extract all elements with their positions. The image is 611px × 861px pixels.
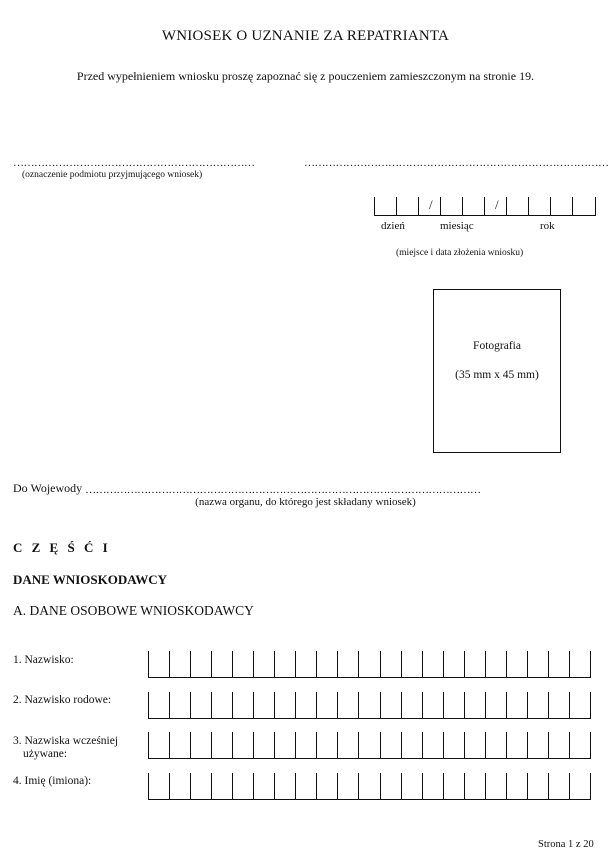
form-title: WNIOSEK O UZNANIE ZA REPATRIANTA — [161, 28, 450, 44]
char-box-divider — [569, 692, 570, 719]
char-box-divider — [506, 732, 507, 759]
char-box-divider — [169, 692, 170, 719]
char-box-divider — [506, 773, 507, 800]
char-box-divider — [401, 651, 402, 678]
char-box-divider — [506, 692, 507, 719]
recipient-dotted-line[interactable]: …………………………………………………………… — [13, 157, 255, 169]
char-box-divider — [295, 773, 296, 800]
char-box-divider — [148, 651, 149, 678]
birth-surname-input-grid[interactable] — [148, 692, 591, 719]
char-box-divider — [422, 732, 423, 759]
char-box-divider — [548, 773, 549, 800]
char-box-divider — [190, 773, 191, 800]
char-box-divider — [316, 692, 317, 719]
char-box-divider — [485, 732, 486, 759]
char-box-divider — [211, 692, 212, 719]
char-box-divider — [590, 773, 591, 800]
char-box-divider — [253, 692, 254, 719]
field-label-previous-surnames-line1: 3. Nazwiska wcześniej — [13, 735, 119, 747]
char-box-divider — [569, 651, 570, 678]
char-box-divider — [211, 773, 212, 800]
char-box-divider — [232, 692, 233, 719]
char-box-divider — [464, 732, 465, 759]
char-box-divider — [232, 773, 233, 800]
photo-box — [433, 289, 561, 453]
char-box-divider — [253, 651, 254, 678]
char-box-divider — [211, 651, 212, 678]
char-box-divider — [401, 732, 402, 759]
previous-surnames-input-grid[interactable] — [148, 732, 591, 759]
char-box-divider — [401, 773, 402, 800]
char-box-divider — [274, 773, 275, 800]
char-box-divider — [337, 732, 338, 759]
day-label: dzień — [381, 220, 405, 232]
char-box-divider — [337, 773, 338, 800]
char-box-divider — [274, 732, 275, 759]
char-box-divider — [232, 732, 233, 759]
char-box-divider — [211, 732, 212, 759]
char-box-divider — [148, 692, 149, 719]
voivode-caption: (nazwa organu, do którego jest składany wniosek) — [195, 496, 416, 508]
char-box-divider — [316, 773, 317, 800]
char-box-divider — [274, 692, 275, 719]
year-label: rok — [540, 220, 555, 232]
char-box-divider — [401, 692, 402, 719]
photo-size: (35 mm x 45 mm) — [455, 369, 539, 381]
char-box-divider — [485, 692, 486, 719]
char-box-divider — [337, 651, 338, 678]
char-box-divider — [190, 732, 191, 759]
char-box-divider — [337, 692, 338, 719]
char-box-divider — [358, 692, 359, 719]
page-number: Strona 1 z 20 — [538, 839, 594, 850]
char-box-divider — [527, 651, 528, 678]
char-box-divider — [380, 732, 381, 759]
month-label: miesiąc — [440, 220, 474, 232]
char-box-divider — [148, 732, 149, 759]
part-heading: C Z Ę Ś Ć I — [13, 540, 111, 555]
recipient-caption: (oznaczenie podmiotu przyjmującego wniosek) — [22, 170, 203, 180]
char-box-divider — [527, 692, 528, 719]
char-box-divider — [506, 651, 507, 678]
char-box-divider — [295, 732, 296, 759]
surname-input-grid[interactable] — [148, 651, 591, 678]
char-box-divider — [443, 692, 444, 719]
char-box-divider — [464, 692, 465, 719]
char-box-divider — [253, 773, 254, 800]
char-box-divider — [569, 732, 570, 759]
char-box-divider — [169, 651, 170, 678]
char-box-divider — [485, 651, 486, 678]
voivode-line — [13, 481, 555, 496]
char-box-divider — [422, 692, 423, 719]
char-box-divider — [464, 773, 465, 800]
subsection-heading: A. DANE OSOBOWE WNIOSKODAWCY — [13, 603, 254, 618]
date-input-boxes[interactable] — [374, 197, 596, 216]
char-box-divider — [548, 732, 549, 759]
voivode-dotted-line[interactable]: …………………………………………………………………………………………………… — [85, 484, 481, 496]
char-box-divider — [590, 692, 591, 719]
char-box-divider — [316, 651, 317, 678]
char-box-divider — [295, 692, 296, 719]
char-box-divider — [380, 773, 381, 800]
char-box-divider — [232, 651, 233, 678]
char-box-divider — [358, 651, 359, 678]
char-box-divider — [527, 773, 528, 800]
date-caption: (miejsce i data złożenia wniosku) — [396, 248, 524, 258]
char-box-divider — [590, 651, 591, 678]
char-box-divider — [358, 773, 359, 800]
char-box-divider — [485, 773, 486, 800]
char-box-divider — [316, 732, 317, 759]
char-box-divider — [443, 732, 444, 759]
char-box-divider — [148, 773, 149, 800]
char-box-divider — [380, 692, 381, 719]
field-label-first-names: 4. Imię (imiona): — [13, 775, 92, 787]
char-box-divider — [169, 732, 170, 759]
photo-label: Fotografia — [473, 340, 521, 352]
char-box-divider — [295, 651, 296, 678]
field-label-surname: 1. Nazwisko: — [13, 654, 74, 666]
date-separator-1: / — [429, 197, 433, 212]
place-dotted-line[interactable]: …………………………………………………………………………… — [304, 157, 609, 169]
field-label-previous-surnames-line2: używane: — [23, 748, 68, 760]
field-label-previous-surnames — [13, 735, 118, 761]
char-box-divider — [422, 773, 423, 800]
char-box-divider — [527, 732, 528, 759]
instruction-text: Przed wypełnieniem wniosku proszę zapoznać się z pouczeniem zamieszczonym na stronie 19. — [76, 69, 535, 83]
char-box-divider — [569, 773, 570, 800]
char-box-divider — [548, 651, 549, 678]
char-box-divider — [253, 732, 254, 759]
char-box-divider — [358, 732, 359, 759]
char-box-divider — [443, 773, 444, 800]
char-box-divider — [590, 732, 591, 759]
char-box-divider — [190, 651, 191, 678]
char-box-divider — [169, 773, 170, 800]
voivode-label: Do Wojewody — [13, 481, 83, 495]
char-box-divider — [422, 651, 423, 678]
date-separator-2: / — [495, 197, 499, 212]
char-box-divider — [380, 651, 381, 678]
char-box-divider — [443, 651, 444, 678]
section-heading: DANE WNIOSKODAWCY — [13, 572, 167, 587]
first-names-input-grid[interactable] — [148, 773, 591, 800]
char-box-divider — [190, 692, 191, 719]
char-box-divider — [464, 651, 465, 678]
char-box-divider — [274, 651, 275, 678]
char-box-divider — [548, 692, 549, 719]
field-label-birth-surname: 2. Nazwisko rodowe: — [13, 694, 112, 706]
